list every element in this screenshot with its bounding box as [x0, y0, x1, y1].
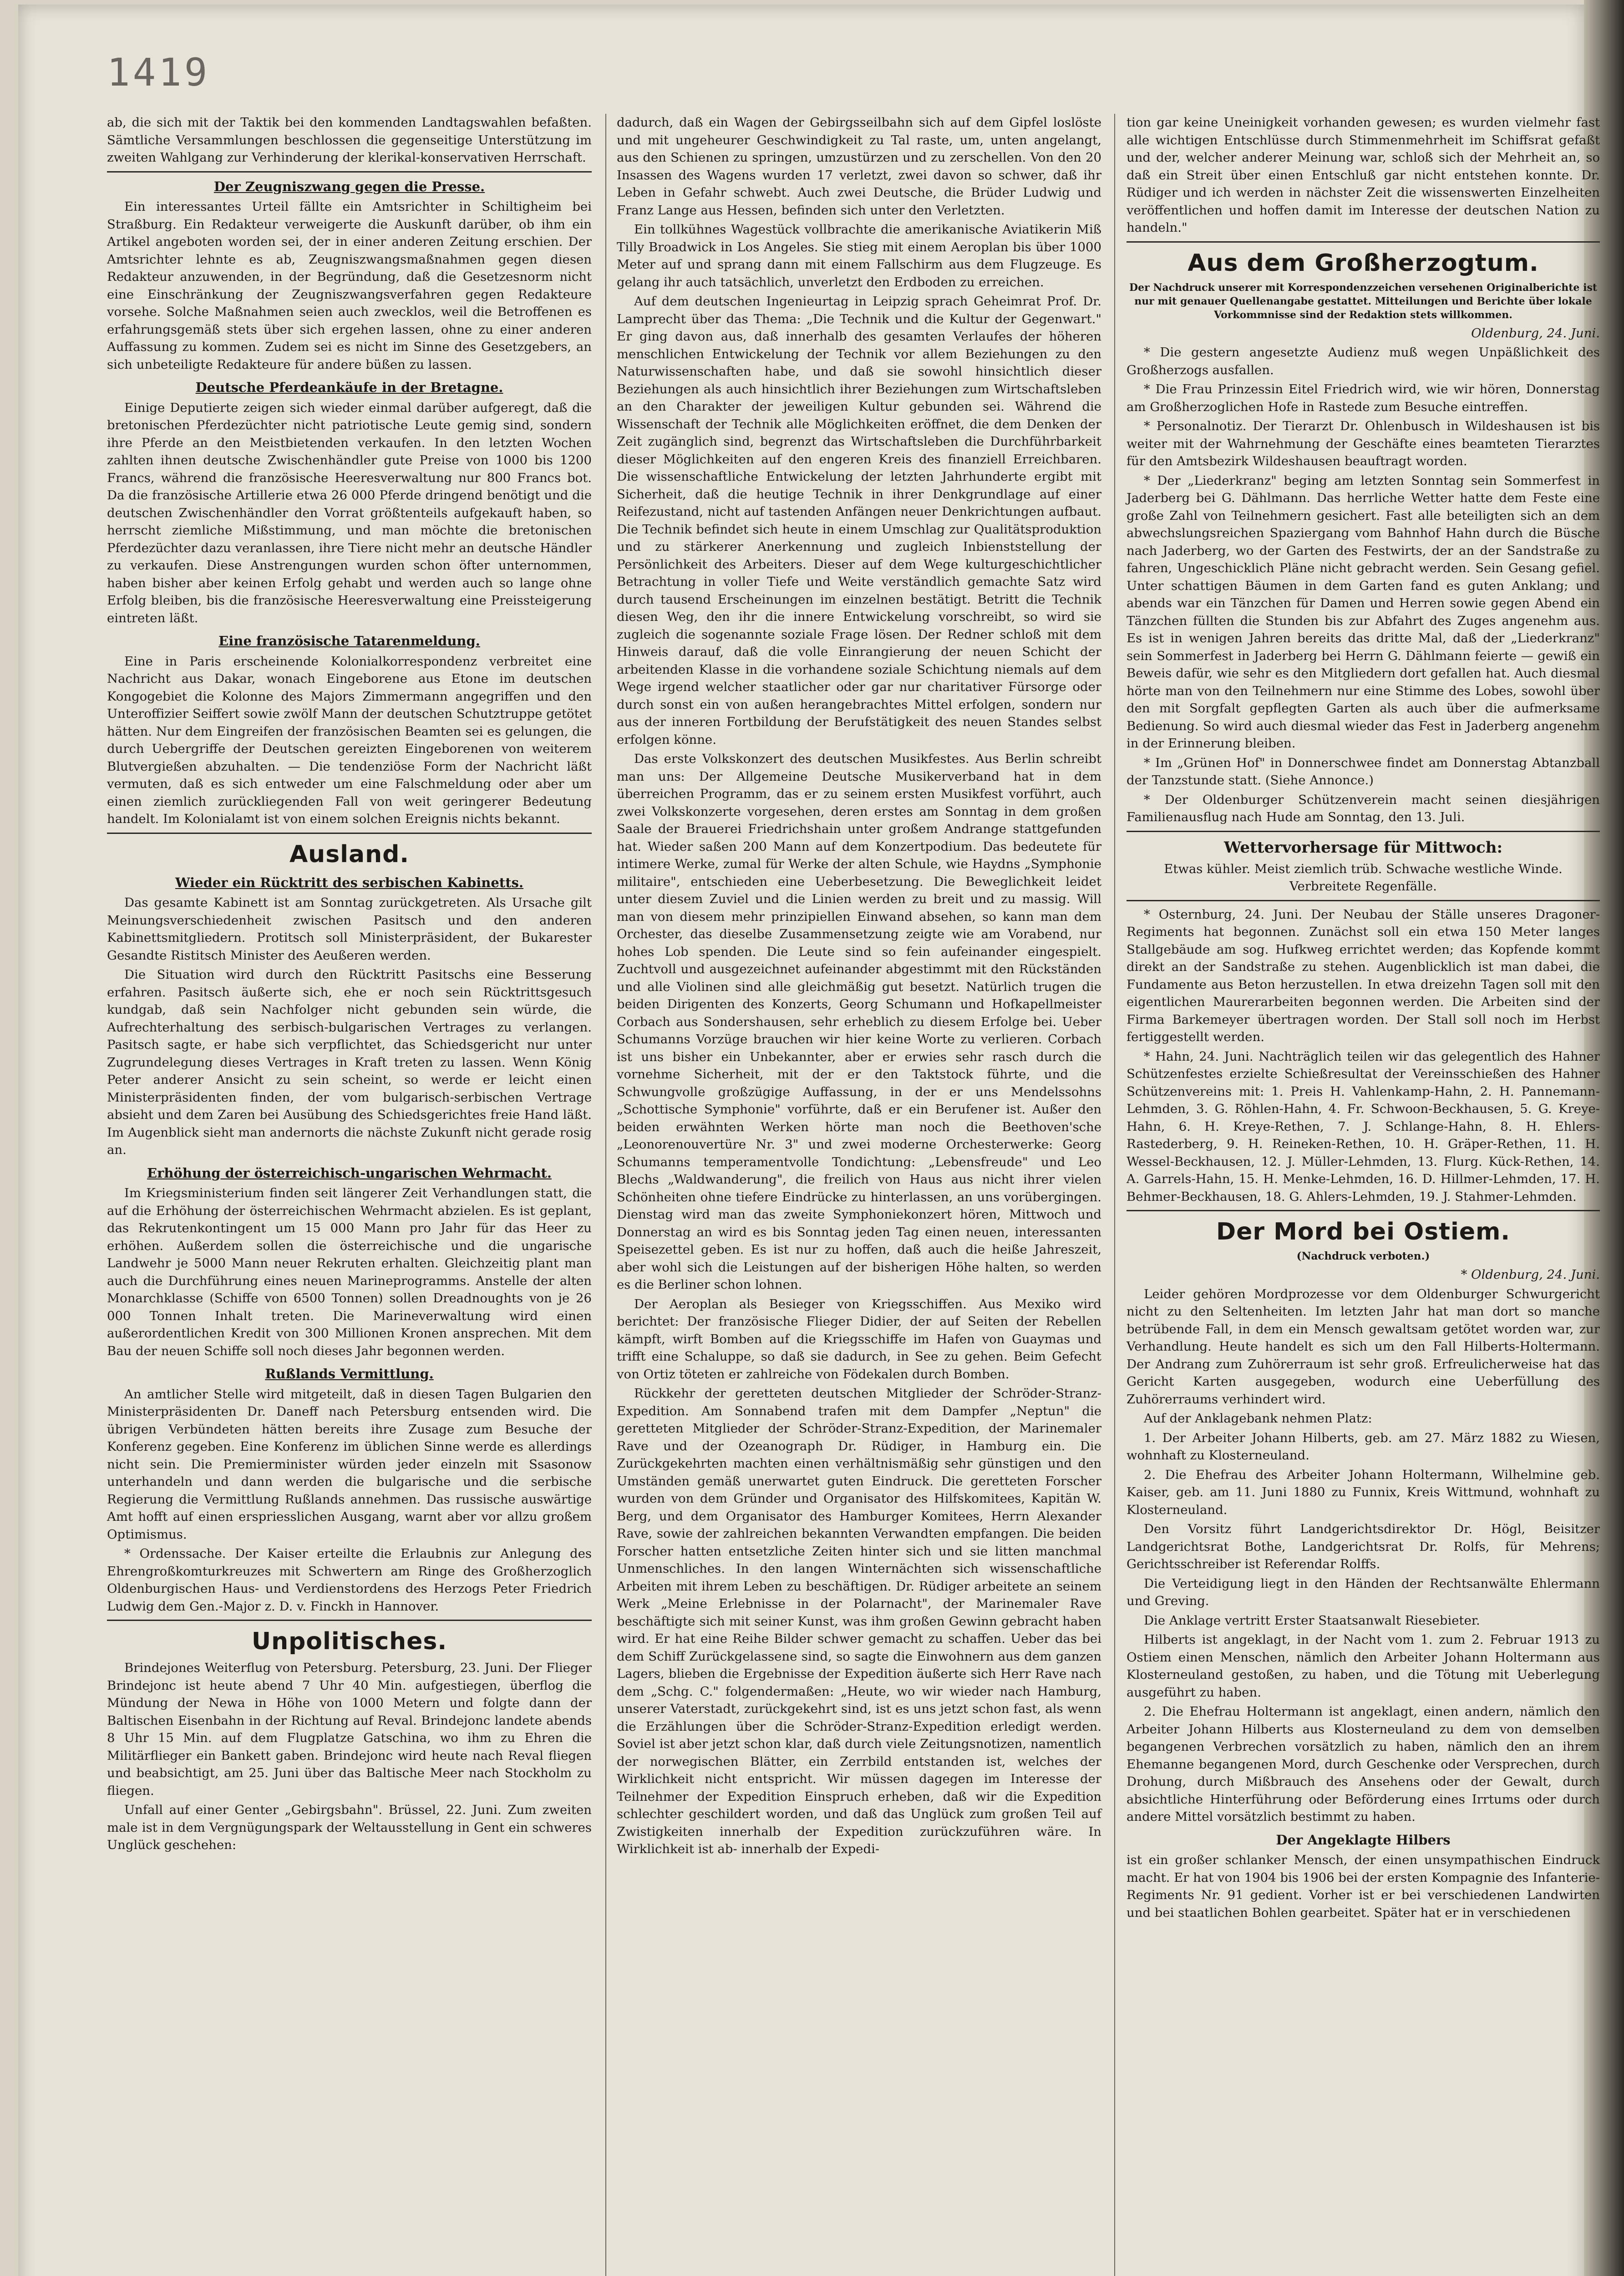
article-paragraph: Eine in Paris erscheinende Kolonialkorrespondenz verbreitet eine Nachricht aus Dakar, wonach Eingeborene aus Etone im deutschen Kongogebiet die Kolonne des Majors Zimmermann angegriffen und den Unteroffizier Seiffert sowie zwölf Mann der deutschen Schutztruppe getötet hätten. Nur dem Eingreifen der französischen Beamten sei es gelungen, die durch Uebergriffe der Deutschen gereizten Eingeborenen von weiterem Blutvergießen abzuhalten. — Die tendenziöse Form der Nachricht läßt vermuten, daß es sich entweder um eine Falschmeldung oder aber um einen ziemlich zurückliegenden Fall von weit geringerer Bedeutung handelt. Im Kolonialamt ist von einem solchen Ereignis nichts bekannt. [107, 654, 592, 826]
section-heading-ausland: Ausland. [289, 840, 410, 868]
divider [107, 833, 592, 834]
article-paragraph: ab, die sich mit der Taktik bei den kommenden Landtagswahlen befaßten. Sämtliche Versammlungen beschlossen die gegenseitige Unterstützung im zweiten Wahlgang zur Verhinderung der klerikal-konservativen Herrschaft. [107, 115, 592, 165]
article-paragraph: Ein interessantes Urteil fällte ein Amtsrichter in Schiltigheim bei Straßburg. Ein Redakteur verweigerte die Auskunft darüber, ob ihm ein Artikel angeboten worden sei, der in einer anderen Zeitung erschien. Der Amtsrichter lehnte es ab, Zeugniszwangsmaßnahmen gegen diesen Redakteur anzuwenden, in der Begründung, daß die Gesetzesnorm nicht eine Einschränkung der Zeugniszwangsverfahren gegen Redakteure vorsehe. Solche Maßnahmen seien auch zwecklos, weil die Betroffenen es erfahrungsgemäß stets über sich ergehen lassen, ohne zu einer anderen Auffassung zu kommen. Zudem sei es nicht im Sinne des Gesetzgebers, an sich unbeteiligte Redakteure für andere büßen zu lassen. [107, 199, 592, 372]
article-paragraph: Auf dem deutschen Ingenieurtag in Leipzig sprach Geheimrat Prof. Dr. Lamprecht über das Thema: „Die Technik und die Kultur der Gegenwart." Er ging davon aus, daß innerhalb des gesamten Verlaufes der höheren menschlichen Entwickelung der Technik vor allem Beziehungen zu den Naturwissenschaften habe, und daß sie sowohl hinsichtlich dieser Beziehungen als auch hinsichtlich ihrer Beziehungen zum Wirtschaftsleben an den Charakter der jeweiligen Kultur gebunden sei. Während die Wissenschaft der Technik alle Möglichkeiten eröffnet, die dem Denken der Zeit zugänglich sind, begrenzt das Wirtschaftsleben die Durchführbarkeit dieser Möglichkeiten auf den engeren Kreis des finanziell Erreichbaren. Die wissenschaftliche Entwickelung der letzten Jahrhunderte ergibt mit Sicherheit, daß die heutige Technik in ihrer Denkgrundlage auf einer Reifezustand, nicht auf tastenden Anfängen neuer Denkrichtungen aufbaut. Die Technik befindet sich heute in einem Umschlag zur Qualitätsproduktion und zu stärkerer Anerkennung und zugleich Inbienststellung der Persönlichkeit des Arbeiters. Dieser auf dem Wege kulturgeschichtlicher Betrachtung in voller Tiefe und Weite verständlich gemachte Satz wird durch tausend Erscheinungen im einzelnen bestätigt. Betritt die Technik diesen Weg, den ihr die innere Entwickelung vorschreibt, so wird sie zugleich die sogenannte soziale Frage lösen. Der Redner schloß mit dem Hinweis darauf, daß die volle Einrangierung der neuen Schicht der arbeitenden Klasse in die vorhandene soziale Schichtung niemals auf dem Wege irgend welcher staatlicher oder gar nur charitativer Fürsorge oder durch sonst ein von außen herangebrachtes Mittel erfolgen, sondern nur aus der inneren Fortbildung der Berufstätigkeit des neuen Standes selbst erfolgen könne. [617, 294, 1101, 747]
news-item: * Der Oldenburger Schützenverein macht seinen diesjährigen Familienausflug nach Hude am Sonntag, den 13. Juli. [1127, 792, 1600, 824]
article-paragraph: Das gesamte Kabinett ist am Sonntag zurückgetreten. Als Ursache gilt Meinungsverschiedenheit zwischen Pasitsch und den anderen Kabinettsmitgliedern. Protitsch soll Ministerpräsident, der Bukarester Gesandte Ristitsch Minister des Aeußeren werden. [107, 895, 592, 963]
section-heading-unpolitisches: Unpolitisches. [251, 1628, 447, 1655]
divider [107, 1620, 592, 1621]
page-number: 1419 [107, 50, 210, 95]
weather-heading: Wettervorhersage für Mittwoch: [1224, 838, 1502, 857]
column-divider [1114, 114, 1115, 2276]
article-paragraph: ist ein großer schlanker Mensch, der einen unsympathischen Eindruck macht. Er hat von 1904 bis 1906 bei der ersten Kompagnie des Infanterie-Regiments Nr. 91 gedient. Vorher ist er bei verschiedenen Landwirten und bei staatlichen Bohlen gearbeitet. Später hat er in verschiedenen [1127, 1853, 1600, 1920]
article-heading: Der Zeugniszwang gegen die Presse. [213, 178, 485, 194]
column-2 [617, 114, 1101, 1860]
column-divider [605, 114, 606, 2276]
dateline: * Oldenburg, 24. Juni. [1461, 1267, 1600, 1282]
news-item: * Der „Liederkranz" beging am letzten Sonntag sein Sommerfest in Jaderberg bei G. Dählmann. Das herrliche Wetter hatte dem Feste eine große Zahl von Teilnehmern gesichert. Fast alle beteiligten sich an dem abwechslungsreichen Spaziergang vom Bahnhof Hahn durch die Büsche nach Jaderberg, wo der Garten des Festwirts, der an der Sandstraße zu fahren, Ungeschicklich Pläne nicht gebracht werden. Sein Gesang gefiel. Unter schattigen Bäumen in dem Garten fand es guten Anklang; und abends war ein Tänzchen für Damen und Herren sowie gegen Abend ein Tänzchen füllten die Stunden bis zur Abfahrt des Zuges angenehm aus. Es ist in wenigen Jahren bereits das dritte Mal, daß der „Liederkranz" sein Sommerfest in Jaderberg bei Herrn G. Dählmann feierte — gewiß ein Beweis dafür, wie sehr es den Mitgliedern dort gefallen hat. Auch diesmal hörte man von den Teilnehmern nur eine Stimme des Lobes, sowohl über den mit Sorgfalt gepflegten Garten als auch über die aufmerksame Bedienung. So wird auch diesmal wieder das Fest in Jaderberg angenehm in der Erinnerung bleiben. [1127, 473, 1600, 751]
reprint-notice: Der Nachdruck unserer mit Korrespondenzzeichen versehenen Originalberichte ist nur mit genauer Quellenangabe gestattet. Mitteilungen und Berichte über lokale Vorkommnisse sind der Redaktion stets willkommen. [1129, 281, 1597, 321]
article-heading: Erhöhung der österreichisch-ungarischen Wehrmacht. [147, 1165, 552, 1181]
subheading: Der Angeklagte Hilbers [1276, 1832, 1451, 1848]
news-item: * Osternburg, 24. Juni. Der Neubau der Ställe unseres Dragoner-Regiments hat begonnen. Zunächst soll ein etwa 150 Meter langes Stallgebäude am sog. Hufkweg errichtet werden; das Kopfende kommt direkt an der Sandstraße zu stehen. Augenblicklich ist man dabei, die Fundamente aus Beton herzustellen. In etwa dreizehn Tagen soll mit den eigentlichen Maurerarbeiten begonnen werden. Die Arbeiten sind der Firma Barkemeyer übertragen worden. Der Stall soll noch im Herbst fertiggestellt werden. [1127, 907, 1600, 1044]
article-heading: Rußlands Vermittlung. [265, 1366, 434, 1382]
news-item: * Personalnotiz. Der Tierarzt Dr. Ohlenbusch in Wildeshausen ist bis weiter mit der Wahrnehmung der Geschäfte eines beamteten Tierarztes für den Amtsbezirk Wildeshausen beauftragt worden. [1127, 419, 1600, 468]
article-paragraph: Den Vorsitz führt Landgerichtsdirektor Dr. Högl, Beisitzer Landgerichtsrat Bothe, Landgerichtsrat Dr. Rolfs, für Mehrens; Gerichtsschreiber ist Referendar Rolffs. [1127, 1522, 1600, 1571]
article-paragraph: Hilberts ist angeklagt, in der Nacht vom 1. zum 2. Februar 1913 zu Ostiem einen Menschen, nämlich den Arbeiter Johann Holtermann aus Klosterneuland gestoßen, zu haben, und die Tötung mit Ueberlegung ausgeführt zu haben. [1127, 1632, 1600, 1700]
article-paragraph: * Ordenssache. Der Kaiser erteilte die Erlaubnis zur Anlegung des Ehrengroßkomturkreuzes mit Schwertern am Ringe des Großherzoglich Oldenburgischen Haus- und Verdienstordens des Herzogs Peter Friedrich Ludwig dem Gen.-Major z. D. v. Finckh in Hannover. [107, 1546, 592, 1614]
article-paragraph: Im Kriegsministerium finden seit längerer Zeit Verhandlungen statt, die auf die Erhöhung der österreichischen Wehrmacht abzielen. Es ist geplant, das Rekrutenkontingent um 15 000 Mann pro Jahr für das Heer zu erhöhen. Außerdem sollen die österreichische und die ungarische Landwehr je 5000 Mann neuer Rekruten erhalten. Gleichzeitig plant man auch die Durchführung eines neuen Marineprogramms. Anstelle der alten Monarchklasse (Schiffe von 6500 Tonnen) sollen Dreadnoughts von je 26 000 Tonnen Inhalt treten. Die Marineverwaltung wird einen außerordentlichen Kredit von 300 Millionen Kronen ansprechen. Mit dem Bau der neuen Schiffe soll noch dieses Jahr begonnen werden. [107, 1186, 592, 1358]
section-heading-grossherzogtum: Aus dem Großherzogtum. [1188, 249, 1539, 277]
weather-forecast: Etwas kühler. Meist ziemlich trüb. Schwache westliche Winde. Verbreitete Regenfälle. [1164, 861, 1563, 894]
article-paragraph: Rückkehr der geretteten deutschen Mitglieder der Schröder-Stranz-Expedition. Am Sonnabend trafen mit dem Dampfer „Neptun" die geretteten Mitglieder der Schröder-Stranz-Expedition, der Marinemaler Rave und der Ozeanograph Dr. Rüdiger, in Hamburg ein. Die Zurückgekehrten machten einen verhältnismäßig sehr günstigen und den Umständen gemäß unerwartet guten Eindruck. Die geretteten Forscher wurden von dem Gründer und Organisator des Hilfskomitees, Kapitän W. Berg, und dem Organisator des Hamburger Komitees, Herrn Alexander Rave, sowie der zahlreichen bekannten Verwandten empfangen. Die beiden Forscher hatten entsetzliche Zeiten hinter sich und sie litten manchmal Unmenschliches. In den langen Winternächten sich wissenschaftliche Arbeiten mit ihrem Leben zu beschäftigen. Dr. Rüdiger arbeitete an seinem Werk „Meine Erlebnisse in der Polarnacht", der Marinemaler Rave beschäftigte sich mit seiner Kunst, was ihm großen Gewinn gebracht haben wird. Er hat eine Reihe Bilder schwer gemacht zu schaffen. Ueber das bei dem Schiff Zurückgelassene sind, so sagte die Einwohnern aus dem ganzen Lagers, blieben die Ergebnisse der Expedition äußerte sich Herr Rave nach dem „Schg. C." folgendermaßen: „Heute, wo wir wieder nach Hamburg, unserer Vaterstadt, zurückgekehrt sind, ist es uns jetzt schon fast, als wenn die Erzählungen über die Schröder-Stranz-Expedition erledigt werden. Soviel ist aber jetzt schon klar, daß durch viele Zeitungsnotizen, namentlich der norwegischen Blätter, ein Zerrbild entstanden ist, welches der Wirklichkeit nicht entspricht. Wir müssen dagegen im Interesse der Teilnehmer der Expedition Einspruch erheben, daß wir die Expedition schlechter geschildert worden, und daß das Unglück zum großen Teil auf Zwistigkeiten innerhalb der Expedition zurückzuführen wäre. In Wirklichkeit ist ab- innerhalb der Expedi- [617, 1386, 1101, 1856]
article-heading: Wieder ein Rücktritt des serbischen Kabinetts. [175, 874, 524, 890]
article-paragraph: dadurch, daß ein Wagen der Gebirgsseilbahn sich auf dem Gipfel loslöste und mit ungeheurer Geschwindigkeit zu Tal raste, um, unten angelangt, aus den Schienen zu springen, umzustürzen und zu zerschellen. Von den 20 Insassen des Wagens wurden 17 verletzt, zwei davon so schwer, daß ihr Leben in Gefahr schwebt. Auch zwei Deutsche, die Brüder Ludwig und Franz Lange aus Hessen, befinden sich unter den Verletzten. [617, 115, 1101, 218]
column-1 [107, 114, 592, 1856]
divider [107, 171, 592, 173]
section-heading-mord: Der Mord bei Ostiem. [1216, 1218, 1511, 1245]
reprint-notice: (Nachdruck verboten.) [1296, 1250, 1430, 1262]
weather-box [1127, 831, 1600, 901]
article-paragraph: Brindejones Weiterflug von Petersburg. Petersburg, 23. Juni. Der Flieger Brindejonc ist heute abend 7 Uhr 40 Min. aufgestiegen, überflog die Mündung der Newa in Höhe von 1000 Metern und folgte dann der Baltischen Eisenbahn in der Richtung auf Reval. Brindejonc landete abends 8 Uhr 15 Min. auf dem Flugplatze Gatschina, wo ihm zu Ehren die Militärflieger ein Bankett gaben. Brindejonc wird heute nach Reval fliegen und beabsichtigt, am 25. Juni über das Baltische Meer nach Stockholm zu fliegen. [107, 1661, 592, 1798]
article-paragraph: Die Verteidigung liegt in den Händen der Rechtsanwälte Ehlermann und Greving. [1127, 1576, 1600, 1608]
article-paragraph: Ein tollkühnes Wagestück vollbrachte die amerikanische Aviatikerin Miß Tilly Broadwick in Los Angeles. Sie stieg mit einem Aeroplan bis über 1000 Meter auf und sprang dann mit einem Fallschirm aus dem Flugzeuge. Es gelang ihr auch tatsächlich, unverletzt den Erdboden zu erreichen. [617, 222, 1101, 290]
article-paragraph: 2. Die Ehefrau Holtermann ist angeklagt, einen andern, nämlich den Arbeiter Johann Hilberts aus Klosterneuland zu dem von demselben begangenen Verbrechen vorsätzlich zu haben, nämlich den an ihrem Ehemanne begangenen Mord, durch Geschenke oder Versprechen, durch Drohung, durch Mißbrauch des Ansehens oder der Gewalt, durch absichtliche Hinterführung oder Beförderung eines Irrtums oder durch andere Mittel vorsätzlich bestimmt zu haben. [1127, 1704, 1600, 1824]
article-paragraph: 2. Die Ehefrau des Arbeiter Johann Holtermann, Wilhelmine geb. Kaiser, geb. am 11. Juni 1880 zu Funnix, Kreis Wittmund, wohnhaft zu Klosterneuland. [1127, 1467, 1600, 1517]
article-paragraph: Die Anklage vertritt Erster Staatsanwalt Riesebieter. [1144, 1613, 1480, 1628]
column-3 [1127, 114, 1600, 1923]
article-paragraph: tion gar keine Uneinigkeit vorhanden gewesen; es wurden vielmehr fast alle wichtigen Entschlüsse durch Stimmenmehrheit im Schiffsrat gefaßt und der, welcher anderer Meinung war, schloß sich der Mehrheit an, so daß ein Streit über einen Entschluß gar nicht entstehen konnte. Dr. Rüdiger und ich werden in nächster Zeit die wissenswerten Einzelheiten veröffentlichen und hoffen damit im Interesse der deutschen Nation zu handeln." [1127, 115, 1600, 235]
article-paragraph: Auf der Anklagebank nehmen Platz: [1144, 1411, 1372, 1426]
news-item: * Im „Grünen Hof" in Donnerschwee findet am Donnerstag Abtanzball der Tanzstunde statt. (Siehe Annonce.) [1127, 755, 1600, 787]
news-item: * Die Frau Prinzessin Eitel Friedrich wird, wie wir hören, Donnerstag am Großherzoglichen Hofe in Rastede zum Besuche eintreffen. [1127, 382, 1600, 414]
article-paragraph: Unfall auf einer Genter „Gebirgsbahn". Brüssel, 22. Juni. Zum zweiten male ist in dem Vergnügungspark der Weltausstellung in Gent ein schweres Unglück geschehen: [107, 1803, 592, 1852]
news-item: * Die gestern angesetzte Audienz muß wegen Unpäßlichkeit des Großherzogs ausfallen. [1127, 345, 1600, 377]
article-paragraph: Die Situation wird durch den Rücktritt Pasitschs eine Besserung erfahren. Pasitsch äußerte sich, ehe er noch sein Rücktrittsgesuch kundgab, daß sein Nachfolger nicht gebunden sein würde, die Aufrechterhaltung des serbisch-bulgarischen Vertrages zu verlangen. Pasitsch sagte, er habe sich verpflichtet, das Schiedsgericht nur unter Zugrundelegung dieses Vertrages in Kraft treten zu lassen. Wenn König Peter anderer Ansicht zu sein scheint, so werde er leicht einen Ministerpräsidenten finden, der vom bulgarisch-serbischen Vertrage absieht und dem Zaren bei Ausübung des Schiedsgerichtes freie Hand läßt. Im Augenblick sieht man andernorts die nächste Zukunft nicht gerade rosig an. [107, 967, 592, 1157]
article-heading: Deutsche Pferdeankäufe in der Bretagne. [195, 380, 503, 395]
news-item: * Hahn, 24. Juni. Nachträglich teilen wir das gelegentlich des Hahner Schützenfestes erzielte Schießresultat der Vereinsschießen des Hahner Schützenvereins mit: 1. Preis H. Vahlenkamp-Hahn, 2. H. Pannemann-Lehmden, 3. G. Röhlen-Hahn, 4. Fr. Schwoon-Beckhausen, 5. G. Kreye-Hahn, 6. H. Kreye-Rethen, 7. J. Schlange-Hahn, 8. H. Ehlers-Rastederberg, 9. H. Reineken-Rethen, 10. H. Gräper-Rethen, 11. H. Wessel-Beckhausen, 12. J. Müller-Lehmden, 13. Flurg. Kück-Rethen, 14. A. Garrels-Hahn, 15. H. Menke-Lehmden, 16. D. Hillmer-Lehmden, 17. H. Behmer-Beckhausen, 18. G. Ahlers-Lehmden, 19. J. Stahmer-Lehmden. [1127, 1049, 1600, 1204]
article-heading: Eine französische Tatarenmeldung. [218, 633, 480, 649]
divider [1127, 1210, 1600, 1211]
article-paragraph: 1. Der Arbeiter Johann Hilberts, geb. am 27. März 1882 zu Wiesen, wohnhaft zu Klosterneuland. [1127, 1430, 1600, 1463]
article-paragraph: Das erste Volkskonzert des deutschen Musikfestes. Aus Berlin schreibt man uns: Der Allgemeine Deutsche Musikerverband hat in dem überreichen Programm, das er zu seinem ersten Musikfest vorführt, auch zwei Volkskonzerte vorgesehen, deren erstes am Sonntag in dem großen Saale der Brauerei Friedrichshain unter großem Andrange stattgefunden hat. Wieder saßen 200 Mann auf dem Konzertpodium. Das bedeutete für intimere Werke, zumal für Werke der alten Schule, wie Haydns „Symphonie militaire", entschieden eine Ueberbesetzung. Die Beweglichkeit leidet unter diesem Zuviel und die Linien werden zu breit und zu massig. Will man von diesem mehr prinzipiellen Einwand absehen, so kann man dem Orchester, das dieselbe Zusammensetzung zeigte wie am Vorabend, nur hohes Lob spenden. Die Leute sind so fein aufeinander eingespielt. Zuchtvoll und ausgezeichnet aufeinander abgestimmt mit den Rückständen und alle Violinen sind alle gleichmäßig gut besetzt. Natürlich trugen die beiden Dirigenten des Konzerts, Georg Schumann und Hofkapellmeister Corbach aus Sondershausen, sehr erheblich zu diesem Erfolge bei. Ueber Schumanns Vorzüge brauchen wir hier keine Worte zu verlieren. Corbach ist uns bisher ein Unbekannter, aber er erwies sehr rasch durch die vornehme Sicherheit, mit der er den Taktstock führte, und die Schwungvolle großzügige Auffassung, in der er uns Mendelssohns „Schottische Symphonie" vorführte, daß er ein Berufener ist. Außer den beiden erwähnten Werken hörte man noch die Beethoven'sche „Leonorenouvertüre Nr. 3" und zwei moderne Orchesterwerke: Georg Schumanns temperamentvolle Tondichtung: „Lebensfreude" und Leo Blechs „Waldwanderung", die freilich von Haus aus nicht ihrer vielen Schönheiten ohne tiefere Eindrücke zu hinterlassen, an uns vorübergingen. Dienstag wird man das zweite Symphoniekonzert hören, Mittwoch und Donnerstag an wird es bis Sonntag jeden Tag einen neuen, interessanten Speisezettel geben. Es ist nur zu hoffen, daß auch die heiße Jahreszeit, aber wohl sich die Leistungen auf der bisherigen Höhe halten, so werden es die Berliner schon lohnen. [617, 752, 1101, 1292]
divider [1127, 241, 1600, 243]
article-paragraph: Einige Deputierte zeigen sich wieder einmal darüber aufgeregt, daß die bretonischen Pferdezüchter nicht patriotische Leute gemig sind, sondern ihre Pferde an den Meistbietenden verkaufen. In den letzten Wochen zahlten ihnen deutsche Zwischenhändler gute Preise von 1000 bis 1200 Francs, während die französische Heeresverwaltung nur 800 Francs bot. Da die französische Artillerie etwa 26 000 Pferde dringend benötigt und die deutschen Zwischenhändler den Vorrat größtenteils aufgekauft haben, so herrscht ziemliche Mißstimmung, und man möchte die bretonischen Pferdezüchter dazu veranlassen, ihre Tiere nicht mehr an deutsche Händler zu verkaufen. Diese Anstrengungen wurden schon öfter unternommen, haben bisher aber keinen Erfolg gehabt und werden auch so lange ohne Erfolg bleiben, bis die französische Heeresverwaltung eine Preissteigerung eintreten läßt. [107, 400, 592, 625]
article-paragraph: An amtlicher Stelle wird mitgeteilt, daß in diesen Tagen Bulgarien den Ministerpräsidenten Dr. Daneff nach Petersburg entsenden wird. Die übrigen Verbündeten hätten bereits ihre Zusage zum Besuche der Konferenz gegeben. Eine Konferenz im üblichen Sinne werde es allerdings nicht sein. Die Premierminister würden jeder einzeln mit Ssasonow unterhandeln und dann werden die bulgarische und die serbische Regierung die Vermittlung Rußlands annehmen. Das russische auswärtige Amt hofft auf einen erspriesslichen Ausgang, warnt aber vor allzu großem Optimismus. [107, 1387, 592, 1542]
article-paragraph: Leider gehören Mordprozesse vor dem Oldenburger Schwurgericht nicht zu den Seltenheiten. Im letzten Jahr hat man dort so manche betrübende Fall, in dem ein Mensch gewaltsam getötet worden war, zur Verhandlung. Heute handelt es sich um den Fall Hilberts-Holtermann. Der Andrang zum Zuhörerraum ist sehr groß. Erfreulicherweise hat das Gericht Karten ausgegeben, wodurch eine Ueberfüllung des Zuhörerraums verhindert wird. [1127, 1286, 1600, 1407]
article-paragraph: Der Aeroplan als Besieger von Kriegsschiffen. Aus Mexiko wird berichtet: Der französische Flieger Didier, der auf Seiten der Rebellen kämpft, wirft Bomben auf die Kriegsschiffe im Hafen von Guaymas und trifft eine Schaluppe, so daß sie dadurch, in See zu gehen. Beim Gefecht von Ortiz töteten er zahlreiche von Födekalen durch Bomben. [617, 1296, 1101, 1382]
dateline: Oldenburg, 24. Juni. [1471, 325, 1600, 340]
